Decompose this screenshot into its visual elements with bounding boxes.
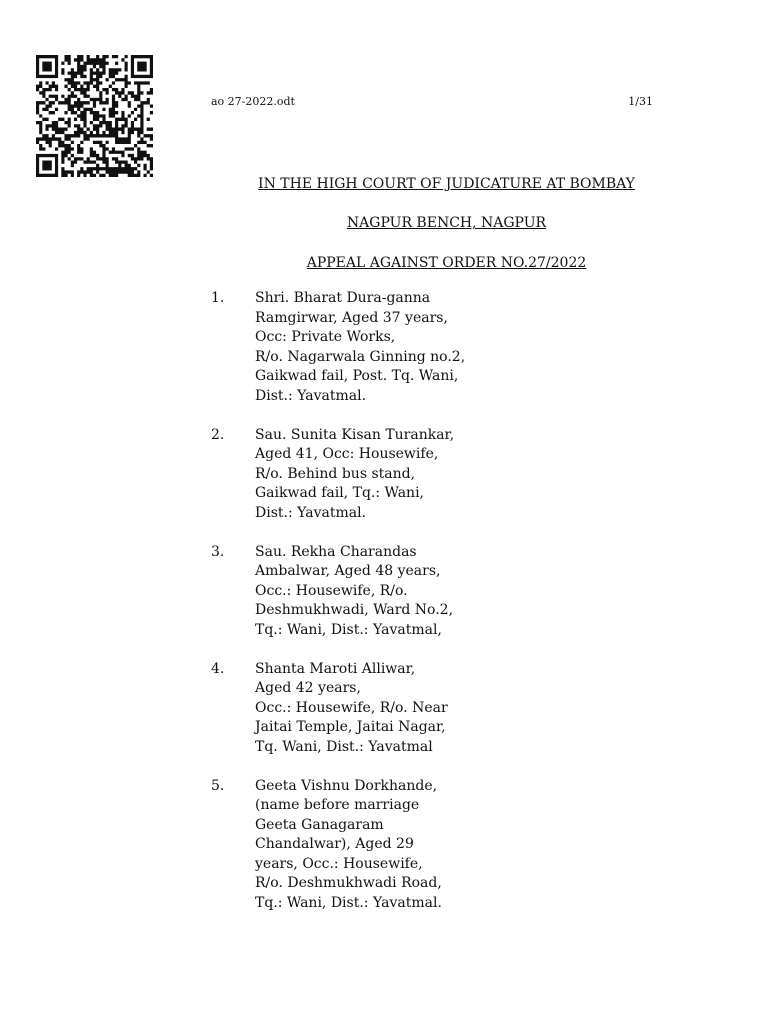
party-detail-line: Aged 42 years,: [255, 680, 361, 696]
party-detail-line: Occ: Private Works,: [255, 329, 396, 345]
party-detail-line: R/o. Behind bus stand,: [255, 465, 416, 482]
party-detail-line: Geeta Vishnu Dorkhande,: [255, 777, 438, 794]
page-indicator: 1/31: [628, 95, 653, 108]
party-details: [255, 543, 453, 641]
case-heading: APPEAL AGAINST ORDER NO.27/2022: [306, 255, 587, 271]
party-item: [211, 289, 511, 406]
document-filename: ao 27-2022.odt: [211, 95, 295, 108]
party-detail-line: years, Occ.: Housewife,: [255, 855, 423, 872]
party-detail-line: Occ.: Housewife, R/o. Near: [255, 699, 448, 716]
party-detail-line: R/o. Deshmukhwadi Road,: [255, 875, 442, 891]
party-number: 5.: [211, 777, 225, 794]
party-detail-line: Tq. Wani, Dist.: Yavatmal: [255, 738, 433, 755]
party-detail-line: Occ.: Housewife, R/o.: [255, 582, 408, 599]
party-number: 2.: [211, 426, 225, 443]
party-detail-line: Sau. Rekha Charandas: [255, 543, 417, 560]
party-item: [211, 660, 511, 758]
party-detail-line: R/o. Nagarwala Ginning no.2,: [255, 348, 466, 365]
party-detail-line: Ambalwar, Aged 48 years,: [255, 563, 441, 579]
party-detail-line: Tq.: Wani, Dist.: Yavatmal,: [255, 621, 442, 638]
qr-code: [36, 55, 153, 177]
party-details: [255, 777, 442, 914]
party-number: 1.: [211, 290, 225, 306]
party-item: [211, 543, 511, 641]
party-detail-line: Deshmukhwadi, Ward No.2,: [255, 602, 454, 618]
bench-heading: NAGPUR BENCH, NAGPUR: [346, 215, 547, 231]
party-detail-line: Dist.: Yavatmal.: [255, 387, 367, 404]
party-item: [211, 426, 511, 524]
party-detail-line: Dist.: Yavatmal.: [255, 504, 367, 521]
court-heading: IN THE HIGH COURT OF JUDICATURE AT BOMBAY: [258, 176, 635, 192]
qr-code-graphic: [36, 55, 153, 177]
party-detail-line: Shanta Maroti Alliwar,: [255, 660, 416, 677]
party-detail-line: Shri. Bharat Dura-ganna: [255, 290, 431, 306]
party-number: 3.: [211, 543, 225, 560]
party-details: [255, 289, 465, 406]
party-detail-line: Geeta Ganagaram: [255, 816, 384, 833]
party-detail-line: Aged 41, Occ: Housewife,: [255, 446, 439, 462]
party-detail-line: (name before marriage: [255, 797, 420, 813]
party-details: [255, 426, 454, 524]
party-detail-line: Tq.: Wani, Dist.: Yavatmal.: [255, 894, 442, 911]
party-number: 4.: [211, 660, 225, 677]
party-detail-line: Gaikwad fail, Tq.: Wani,: [255, 485, 424, 501]
party-detail-line: Sau. Sunita Kisan Turankar,: [255, 426, 455, 443]
party-item: [211, 777, 511, 914]
party-details: [255, 660, 448, 758]
parties-list: [211, 289, 511, 933]
party-detail-line: Chandalwar), Aged 29: [255, 836, 414, 852]
party-detail-line: Gaikwad fail, Post. Tq. Wani,: [255, 368, 459, 384]
party-detail-line: Jaitai Temple, Jaitai Nagar,: [255, 719, 446, 735]
party-detail-line: Ramgirwar, Aged 37 years,: [255, 309, 448, 326]
